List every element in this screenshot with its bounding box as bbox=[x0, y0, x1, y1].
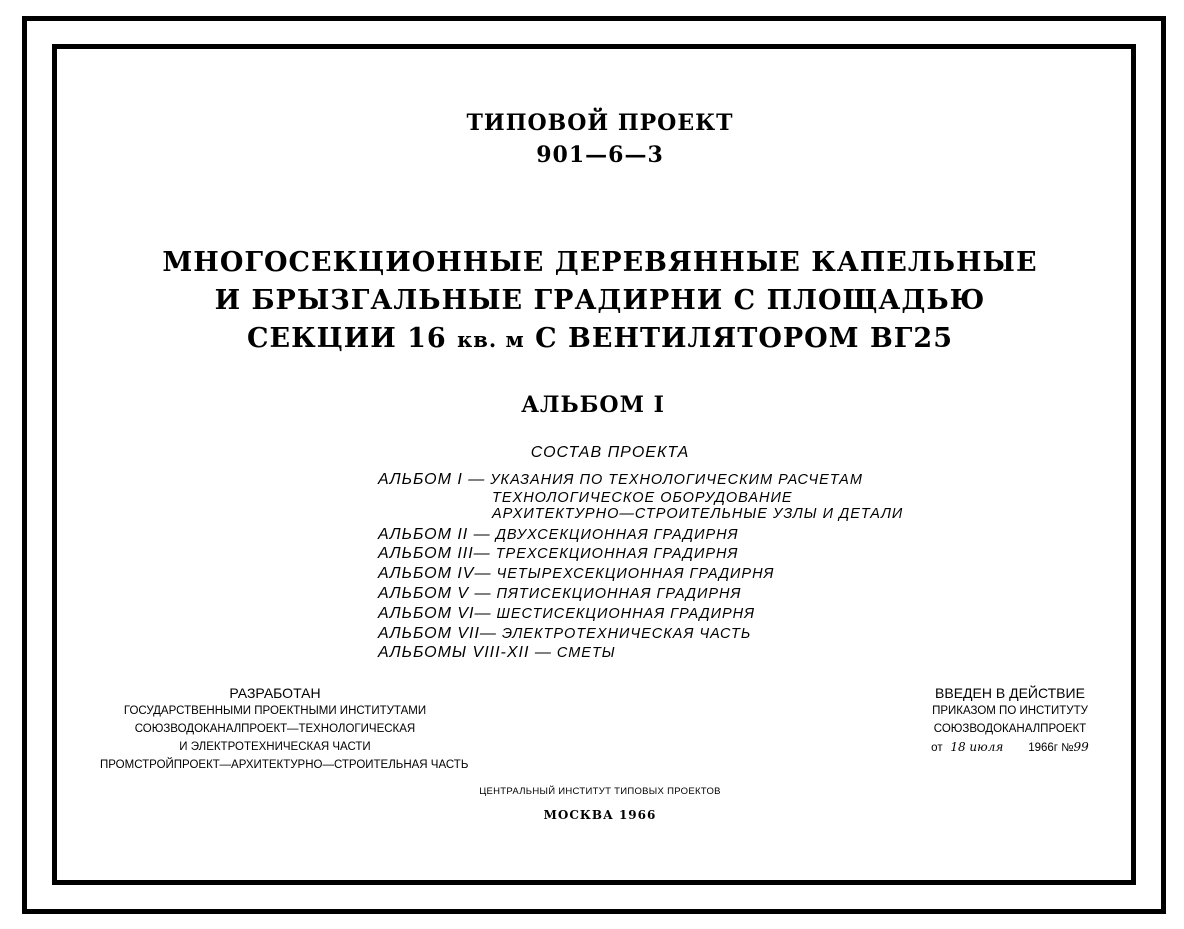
composition-item bbox=[378, 604, 755, 624]
composition-item-label: АЛЬБОМ I — bbox=[378, 471, 486, 488]
composition-item bbox=[378, 564, 774, 584]
composition-item-text: ЧЕТЫРЕХСЕКЦИОННАЯ ГРАДИРНЯ bbox=[496, 566, 775, 582]
title-line-3-part-a: СЕКЦИИ 16 bbox=[247, 323, 447, 354]
developed-heading: РАЗРАБОТАН bbox=[229, 685, 321, 701]
composition-item bbox=[378, 643, 616, 663]
composition-item bbox=[378, 624, 751, 644]
introduced-block bbox=[905, 684, 1115, 757]
composition-item-label: АЛЬБОМ VII— bbox=[378, 625, 497, 642]
composition-item-text: АРХИТЕКТУРНО—СТРОИТЕЛЬНЫЕ УЗЛЫ И ДЕТАЛИ bbox=[492, 506, 904, 522]
composition-item-label: АЛЬБОМ II — bbox=[378, 526, 491, 543]
introduced-date-line bbox=[905, 738, 1115, 757]
composition-item-label: АЛЬБОМ IV— bbox=[378, 565, 492, 582]
title-line-3 bbox=[150, 320, 1050, 359]
date-handwritten: 18 июля bbox=[950, 740, 1004, 754]
composition-item bbox=[378, 470, 863, 490]
composition-item-text: ЭЛЕКТРОТЕХНИЧЕСКАЯ ЧАСТЬ bbox=[501, 626, 752, 642]
developed-line: И ЭЛЕКТРОТЕХНИЧЕСКАЯ ЧАСТИ bbox=[179, 741, 371, 753]
composition-item-label: АЛЬБОМ V — bbox=[378, 585, 492, 602]
composition-item-text: ТРЕХСЕКЦИОННАЯ ГРАДИРНЯ bbox=[495, 546, 739, 562]
title-line-3-part-b: С ВЕНТИЛЯТОРОМ ВГ25 bbox=[535, 323, 953, 354]
city-year: МОСКВА 1966 bbox=[543, 808, 657, 822]
number-prefix: № bbox=[1061, 742, 1074, 754]
title-line-3-unit: кв. м bbox=[457, 327, 525, 352]
title-line-2: И БРЫЗГАЛЬНЫЕ ГРАДИРНИ С ПЛОЩАДЬЮ bbox=[214, 285, 986, 316]
introduced-line: СОЮЗВОДОКАНАЛПРОЕКТ bbox=[933, 723, 1087, 735]
date-prefix: от bbox=[931, 742, 943, 754]
number-handwritten: 99 bbox=[1073, 740, 1089, 754]
composition-item-text: ПЯТИСЕКЦИОННАЯ ГРАДИРНЯ bbox=[496, 586, 742, 602]
composition-item-text: ШЕСТИСЕКЦИОННАЯ ГРАДИРНЯ bbox=[496, 606, 755, 622]
developed-line: ПРОМСТРОЙПРОЕКТ—АРХИТЕКТУРНО—СТРОИТЕЛЬНАЯ ЧАСТЬ bbox=[100, 759, 469, 771]
composition-item bbox=[378, 525, 739, 545]
composition-item bbox=[492, 504, 903, 524]
composition-item-label: АЛЬБОМ VI— bbox=[378, 605, 492, 622]
year: 1966г bbox=[1028, 742, 1058, 754]
composition-item-label: АЛЬБОМ III— bbox=[378, 545, 491, 562]
project-number: 901—6—3 bbox=[536, 142, 664, 168]
composition-item-text: СМЕТЫ bbox=[556, 645, 616, 661]
composition-title: СОСТАВ ПРОЕКТА bbox=[530, 444, 690, 461]
composition-item bbox=[378, 584, 741, 604]
developed-line: СОЮЗВОДОКАНАЛПРОЕКТ—ТЕХНОЛОГИЧЕСКАЯ bbox=[134, 723, 416, 735]
publisher: ЦЕНТРАЛЬНЫЙ ИНСТИТУТ ТИПОВЫХ ПРОЕКТОВ bbox=[479, 786, 721, 797]
introduced-line: ПРИКАЗОМ ПО ИНСТИТУТУ bbox=[932, 705, 1088, 717]
composition-item-text: ТЕХНОЛОГИЧЕСКОЕ ОБОРУДОВАНИЕ bbox=[492, 490, 793, 506]
composition-item-text: ДВУХСЕКЦИОННАЯ ГРАДИРНЯ bbox=[495, 527, 739, 543]
project-type: ТИПОВОЙ ПРОЕКТ bbox=[466, 110, 734, 136]
album-heading: АЛЬБОМ I bbox=[521, 392, 665, 418]
composition-item-label: АЛЬБОМЫ VIII-XII — bbox=[378, 644, 552, 661]
composition-item-text: УКАЗАНИЯ ПО ТЕХНОЛОГИЧЕСКИМ РАСЧЕТАМ bbox=[490, 472, 863, 488]
introduced-heading: ВВЕДЕН В ДЕЙСТВИЕ bbox=[935, 685, 1085, 701]
developed-line: ГОСУДАРСТВЕННЫМИ ПРОЕКТНЫМИ ИНСТИТУТАМИ bbox=[123, 705, 427, 717]
developed-block bbox=[100, 684, 469, 774]
composition-item bbox=[378, 544, 738, 564]
title-line-1: МНОГОСЕКЦИОННЫЕ ДЕРЕВЯННЫЕ КАПЕЛЬНЫЕ bbox=[162, 247, 1038, 278]
